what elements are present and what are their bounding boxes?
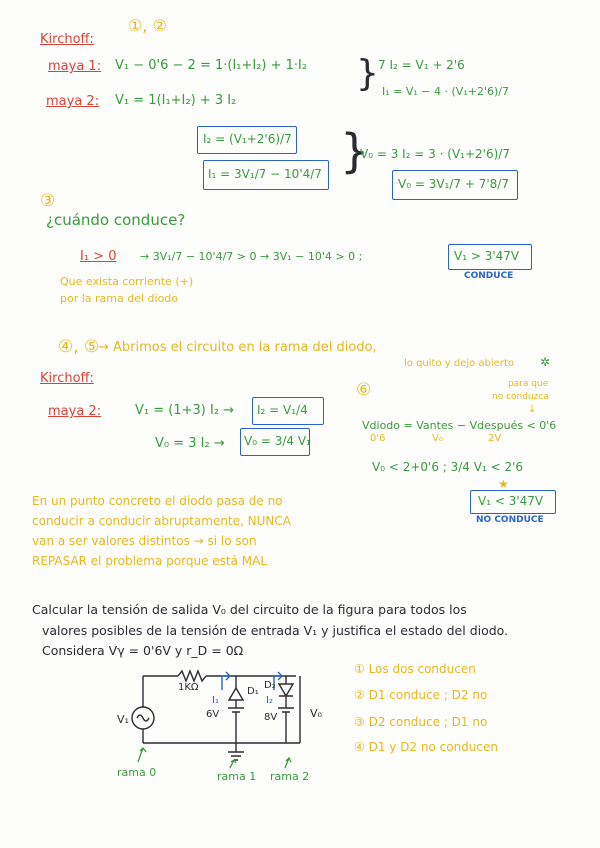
aside-abierto: lo quito y dejo abierto: [404, 358, 514, 369]
maya1-label: maya 1:: [48, 59, 102, 74]
label-d2: D₂: [264, 680, 276, 691]
battery-6v: [228, 708, 244, 712]
case-2: ② D1 conduce ; D2 no: [354, 688, 488, 702]
vo-eq-1: V₀ = 3 I₂ = 3 · (V₁+2'6)/7: [360, 147, 510, 161]
ineq-noconduce: V₀ < 2+0'6 ; 3/4 V₁ < 2'6: [372, 460, 524, 474]
problem-line-3: Considera Vγ = 0'6V y r_D = 0Ω: [42, 643, 244, 658]
kirchoff-title-1: Kirchoff:: [40, 32, 94, 47]
case-3: ③ D2 conduce ; D1 no: [354, 715, 488, 729]
heading-abrimos: → Abrimos el circuito en la rama del diodo,: [98, 340, 377, 355]
label-vo: V₀: [432, 433, 443, 444]
label-vin: V₁: [117, 713, 129, 726]
note-rama: por la rama del diodo: [60, 292, 179, 305]
warning-line-4: REPASAR el problema porque está MAL: [32, 554, 268, 568]
warning-line-3: van a ser valores distintos → si lo son: [32, 534, 257, 548]
note-conduce: CONDUCE: [464, 271, 514, 281]
maya2-equation: V₁ = 1(I₁+I₂) + 3 I₂: [115, 93, 237, 108]
result-noconduce: V₁ < 3'47V: [478, 494, 544, 508]
resistor: [178, 671, 206, 681]
side-eq-1: 7 I₂ = V₁ + 2'6: [378, 58, 465, 72]
side-eq-2: I₁ = V₁ − 4 · (V₁+2'6)/7: [382, 85, 509, 98]
i2-open: I₂ = V₁/4: [257, 403, 308, 417]
ground-symbol: [228, 743, 244, 760]
maya2-eq-2: V₁ = (1+3) I₂ →: [135, 403, 235, 418]
cond-i1: I₁ > 0: [80, 249, 117, 264]
label-d1: D₁: [247, 686, 259, 697]
steps-1-2: ①, ②: [128, 16, 167, 35]
kirchoff-title-2: Kirchoff:: [40, 371, 94, 386]
label-resistor: 1KΩ: [178, 682, 199, 693]
vo-eq-open: V₀ = 3 I₂ →: [155, 436, 225, 451]
battery-8v: [278, 708, 294, 712]
problem-line-2: valores posibles de la tensión de entrada V₁ y justifica el estado del diodo.: [42, 623, 509, 638]
vo-result: V₀ = 3V₁/7 + 7'8/7: [398, 177, 509, 191]
diode-d1: [229, 688, 243, 700]
case-1: ① Los dos conducen: [354, 662, 476, 676]
label-06: 0'6: [370, 433, 386, 444]
star-icon-1: ✲: [540, 355, 551, 369]
brace-1: }: [356, 53, 379, 94]
problem-line-1: Calcular la tensión de salida V₀ del circuito de la figura para todos los: [32, 602, 467, 617]
note-paraque: para que: [508, 379, 549, 389]
i1-result: I₁ = 3V₁/7 − 10'4/7: [208, 167, 322, 181]
step-3: ③: [40, 191, 56, 211]
warning-line-1: En un punto concreto el diodo pasa de no: [32, 494, 283, 508]
note-noconduzca: no conduzca: [492, 392, 549, 402]
maya2-label-2: maya 2:: [48, 404, 102, 419]
label-vo: V₀: [310, 707, 322, 720]
maya2-label: maya 2:: [46, 94, 100, 109]
note-noconduce: NO CONDUCE: [476, 515, 544, 525]
question-conduce: ¿cuándo conduce?: [46, 211, 186, 229]
label-i2: I₂: [266, 695, 273, 706]
label-rama1: rama 1: [217, 770, 257, 783]
note-corriente: Que exista corriente (+): [60, 275, 194, 288]
vo-open: V₀ = 3/4 V₁: [244, 434, 311, 448]
label-2v: 2V: [488, 433, 502, 444]
ineq-conduce: → 3V₁/7 − 10'4/7 > 0 → 3V₁ − 10'4 > 0 ;: [140, 250, 363, 263]
brace-2: }: [340, 124, 370, 178]
steps-4-5: ④, ⑤: [58, 337, 100, 357]
i2-result: I₂ = (V₁+2'6)/7: [203, 132, 292, 146]
star-icon-2: ★: [498, 477, 509, 491]
label-rama0: rama 0: [117, 766, 157, 779]
warning-line-2: conducir a conducir abruptamente, NUNCA: [32, 514, 291, 528]
label-i1: I₁: [212, 695, 219, 706]
label-6v: 6V: [206, 709, 220, 720]
vdiodo-eq: Vdiodo = Vantes − Vdespués < 0'6: [362, 419, 557, 432]
result-conduce: V₁ > 3'47V: [454, 249, 520, 263]
maya1-equation: V₁ − 0'6 − 2 = 1·(I₁+I₂) + 1·I₂: [115, 58, 308, 73]
case-4: ④ D1 y D2 no conducen: [354, 740, 498, 754]
label-rama2: rama 2: [270, 770, 310, 783]
diode-d2: [279, 684, 293, 696]
step-6: ⑥: [356, 380, 372, 400]
label-8v: 8V: [264, 712, 278, 723]
arrow-down: ↓: [528, 404, 537, 415]
